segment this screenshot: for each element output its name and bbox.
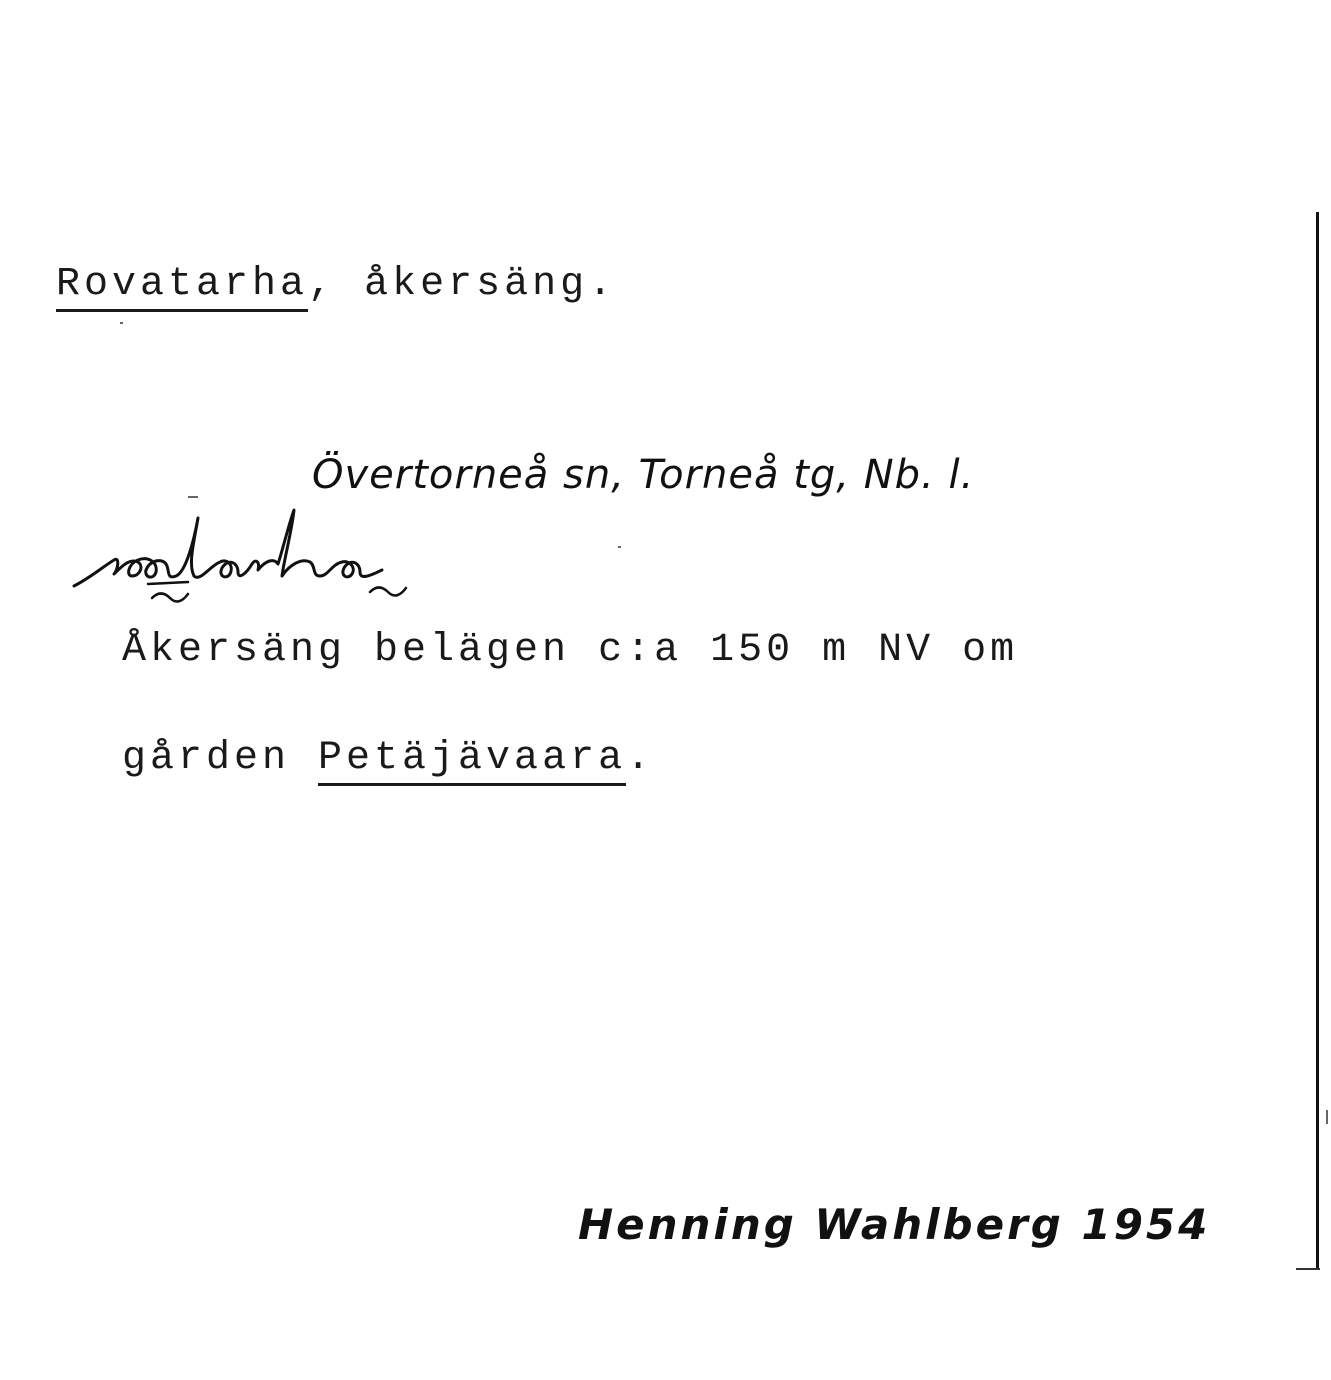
card-right-border [1316, 212, 1319, 1270]
headword-line [56, 262, 616, 307]
description-prefix: gården [122, 736, 319, 781]
handwritten-phonetic-transcription [70, 500, 540, 620]
signature-stamp: Henning Wahlberg 1954 [578, 1200, 1211, 1249]
farm-name: Petäjävaara [318, 736, 626, 786]
headword-separator: , [308, 262, 365, 307]
speck [1326, 1110, 1328, 1124]
speck [120, 322, 123, 324]
speck [618, 546, 621, 548]
description-line-2 [122, 736, 654, 781]
location-stamp: Övertorneå sn, Torneå tg, Nb. l. [312, 452, 975, 498]
description-line-1: Åkersäng belägen c:a 150 m NV om [122, 628, 1019, 673]
card-border-foot [1296, 1268, 1320, 1270]
headword: Rovatarha [56, 262, 308, 312]
headword-type: åkersäng. [364, 262, 617, 307]
speck [188, 496, 198, 498]
handwritten-text: roatarha [70, 500, 74, 501]
description-suffix: . [626, 736, 655, 781]
